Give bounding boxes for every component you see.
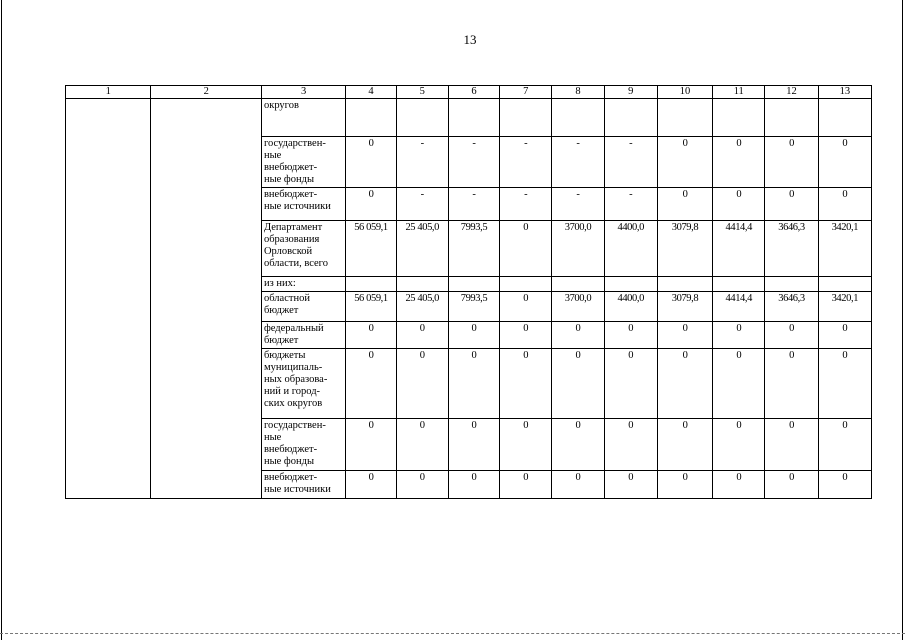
value-cell-col-5: - <box>396 137 448 188</box>
row-description <box>261 99 345 137</box>
description-line: области, всего <box>263 258 328 269</box>
description-line: внебюджет- <box>263 189 318 200</box>
column-header-2: 2 <box>151 86 262 99</box>
value-cell-col-4: 0 <box>346 419 396 471</box>
value-cell-col-8: 3700,0 <box>552 292 604 322</box>
value-cell-col-5: 25 405,0 <box>396 292 448 322</box>
value-cell-col-12 <box>765 277 818 292</box>
value-cell-col-7: 0 <box>500 292 552 322</box>
value-cell-col-8 <box>552 277 604 292</box>
description-line: Орловской <box>263 246 313 257</box>
value-cell-col-13: 0 <box>818 419 871 471</box>
row-description <box>261 221 345 277</box>
value-cell-col-4 <box>346 277 396 292</box>
description-line: ные источники <box>263 201 331 212</box>
column-header-13: 13 <box>818 86 871 99</box>
value-cell-col-6: 0 <box>448 419 499 471</box>
value-cell-col-6: 7993,5 <box>448 292 499 322</box>
column-header-8: 8 <box>552 86 604 99</box>
value-cell-col-10: 3079,8 <box>657 221 712 277</box>
value-cell-col-13 <box>818 99 871 137</box>
value-cell-col-8: 0 <box>552 471 604 499</box>
value-cell-col-9: 4400,0 <box>604 221 657 277</box>
value-cell-col-8: - <box>552 137 604 188</box>
column-header-9: 9 <box>604 86 657 99</box>
value-cell-col-6 <box>448 277 499 292</box>
value-cell-col-13: 3420,1 <box>818 292 871 322</box>
column-header-11: 11 <box>713 86 765 99</box>
value-cell-col-11: 0 <box>713 322 765 349</box>
description-line: ные <box>263 432 282 443</box>
value-cell-col-10: 0 <box>657 322 712 349</box>
value-cell-col-9 <box>604 99 657 137</box>
column-header-3: 3 <box>261 86 345 99</box>
row-description <box>261 322 345 349</box>
value-cell-col-13: 0 <box>818 188 871 221</box>
description-line: бюджеты <box>263 350 306 361</box>
value-cell-col-6 <box>448 99 499 137</box>
page-frame-bottom <box>0 633 905 634</box>
column-header-6: 6 <box>448 86 499 99</box>
description-line: внебюджет- <box>263 472 318 483</box>
description-line: федеральный <box>263 323 324 334</box>
value-cell-col-11: 4414,4 <box>713 221 765 277</box>
value-cell-col-6: - <box>448 137 499 188</box>
description-line: государствен- <box>263 138 326 149</box>
value-cell-col-4: 56 059,1 <box>346 292 396 322</box>
description-line: областной <box>263 293 310 304</box>
value-cell-col-12: 0 <box>765 349 818 419</box>
value-cell-col-8: 3700,0 <box>552 221 604 277</box>
value-cell-col-7: - <box>500 137 552 188</box>
value-cell-col-5: - <box>396 188 448 221</box>
value-cell-col-12: 0 <box>765 188 818 221</box>
description-line: ний и город- <box>263 386 321 397</box>
value-cell-col-7: 0 <box>500 471 552 499</box>
value-cell-col-7: - <box>500 188 552 221</box>
value-cell-col-11: 0 <box>713 419 765 471</box>
page-frame-left <box>1 0 2 640</box>
value-cell-col-12: 3646,3 <box>765 221 818 277</box>
value-cell-col-12: 0 <box>765 419 818 471</box>
value-cell-col-10 <box>657 277 712 292</box>
description-line: ских округов <box>263 398 323 409</box>
value-cell-col-10: 0 <box>657 188 712 221</box>
value-cell-col-5: 0 <box>396 322 448 349</box>
value-cell-col-8 <box>552 99 604 137</box>
value-cell-col-11 <box>713 277 765 292</box>
page-number: 13 <box>463 32 477 47</box>
value-cell-col-4: 56 059,1 <box>346 221 396 277</box>
value-cell-col-11: 4414,4 <box>713 292 765 322</box>
value-cell-col-8: 0 <box>552 349 604 419</box>
value-cell-col-4 <box>346 99 396 137</box>
value-cell-col-7 <box>500 99 552 137</box>
value-cell-col-4: 0 <box>346 137 396 188</box>
value-cell-col-5: 0 <box>396 471 448 499</box>
value-cell-col-7: 0 <box>500 349 552 419</box>
value-cell-col-12: 3646,3 <box>765 292 818 322</box>
description-line: бюджет <box>263 335 299 346</box>
value-cell-col-6: 0 <box>448 322 499 349</box>
description-line: ные <box>263 150 282 161</box>
value-cell-col-9 <box>604 277 657 292</box>
row-description <box>261 349 345 419</box>
value-cell-col-4: 0 <box>346 322 396 349</box>
value-cell-col-11 <box>713 99 765 137</box>
value-cell-col-8: 0 <box>552 322 604 349</box>
description-line: Департамент <box>263 222 323 233</box>
description-line: внебюджет- <box>263 444 318 455</box>
column-1-merged-cell <box>66 99 151 499</box>
description-line: ные фонды <box>263 174 314 185</box>
value-cell-col-4: 0 <box>346 349 396 419</box>
column-2-merged-cell <box>151 99 262 499</box>
value-cell-col-11: 0 <box>713 188 765 221</box>
table-body <box>66 86 872 499</box>
value-cell-col-6: 0 <box>448 349 499 419</box>
description-line: округов <box>263 100 299 111</box>
page-frame-right <box>902 0 903 640</box>
column-header-12: 12 <box>765 86 818 99</box>
value-cell-col-5: 0 <box>396 419 448 471</box>
value-cell-col-13: 0 <box>818 137 871 188</box>
row-description <box>261 419 345 471</box>
value-cell-col-8: - <box>552 188 604 221</box>
value-cell-col-10: 0 <box>657 137 712 188</box>
description-line: ные источники <box>263 484 331 495</box>
value-cell-col-9: 0 <box>604 322 657 349</box>
value-cell-col-13: 0 <box>818 349 871 419</box>
column-header-4: 4 <box>346 86 396 99</box>
value-cell-col-4: 0 <box>346 471 396 499</box>
table-row <box>66 99 872 137</box>
budget-table <box>65 85 872 499</box>
value-cell-col-12: 0 <box>765 322 818 349</box>
value-cell-col-5 <box>396 277 448 292</box>
value-cell-col-5: 25 405,0 <box>396 221 448 277</box>
value-cell-col-7 <box>500 277 552 292</box>
description-line: ных образова- <box>263 374 328 385</box>
row-description <box>261 292 345 322</box>
value-cell-col-7: 0 <box>500 322 552 349</box>
description-line: государствен- <box>263 420 326 431</box>
value-cell-col-5 <box>396 99 448 137</box>
value-cell-col-12: 0 <box>765 471 818 499</box>
column-header-1: 1 <box>66 86 151 99</box>
value-cell-col-12: 0 <box>765 137 818 188</box>
value-cell-col-11: 0 <box>713 137 765 188</box>
value-cell-col-6: - <box>448 188 499 221</box>
column-header-10: 10 <box>657 86 712 99</box>
row-description <box>261 277 345 292</box>
value-cell-col-4: 0 <box>346 188 396 221</box>
value-cell-col-9: 0 <box>604 419 657 471</box>
column-header-7: 7 <box>500 86 552 99</box>
value-cell-col-13: 0 <box>818 471 871 499</box>
table-header-row <box>66 86 872 99</box>
value-cell-col-9: - <box>604 137 657 188</box>
value-cell-col-10: 0 <box>657 471 712 499</box>
row-description <box>261 188 345 221</box>
row-description <box>261 471 345 499</box>
description-line: образования <box>263 234 320 245</box>
row-description <box>261 137 345 188</box>
value-cell-col-9: 4400,0 <box>604 292 657 322</box>
value-cell-col-6: 7993,5 <box>448 221 499 277</box>
description-line: из них: <box>263 278 296 289</box>
value-cell-col-11: 0 <box>713 471 765 499</box>
value-cell-col-10: 0 <box>657 419 712 471</box>
description-line: бюджет <box>263 305 299 316</box>
value-cell-col-7: 0 <box>500 419 552 471</box>
value-cell-col-10 <box>657 99 712 137</box>
description-line: внебюджет- <box>263 162 318 173</box>
value-cell-col-13 <box>818 277 871 292</box>
value-cell-col-10: 0 <box>657 349 712 419</box>
column-header-5: 5 <box>396 86 448 99</box>
value-cell-col-8: 0 <box>552 419 604 471</box>
value-cell-col-5: 0 <box>396 349 448 419</box>
value-cell-col-7: 0 <box>500 221 552 277</box>
value-cell-col-13: 3420,1 <box>818 221 871 277</box>
description-line: муниципаль- <box>263 362 323 373</box>
description-line: ные фонды <box>263 456 314 467</box>
value-cell-col-10: 3079,8 <box>657 292 712 322</box>
value-cell-col-9: - <box>604 188 657 221</box>
value-cell-col-9: 0 <box>604 471 657 499</box>
value-cell-col-12 <box>765 99 818 137</box>
value-cell-col-11: 0 <box>713 349 765 419</box>
value-cell-col-9: 0 <box>604 349 657 419</box>
value-cell-col-6: 0 <box>448 471 499 499</box>
value-cell-col-13: 0 <box>818 322 871 349</box>
